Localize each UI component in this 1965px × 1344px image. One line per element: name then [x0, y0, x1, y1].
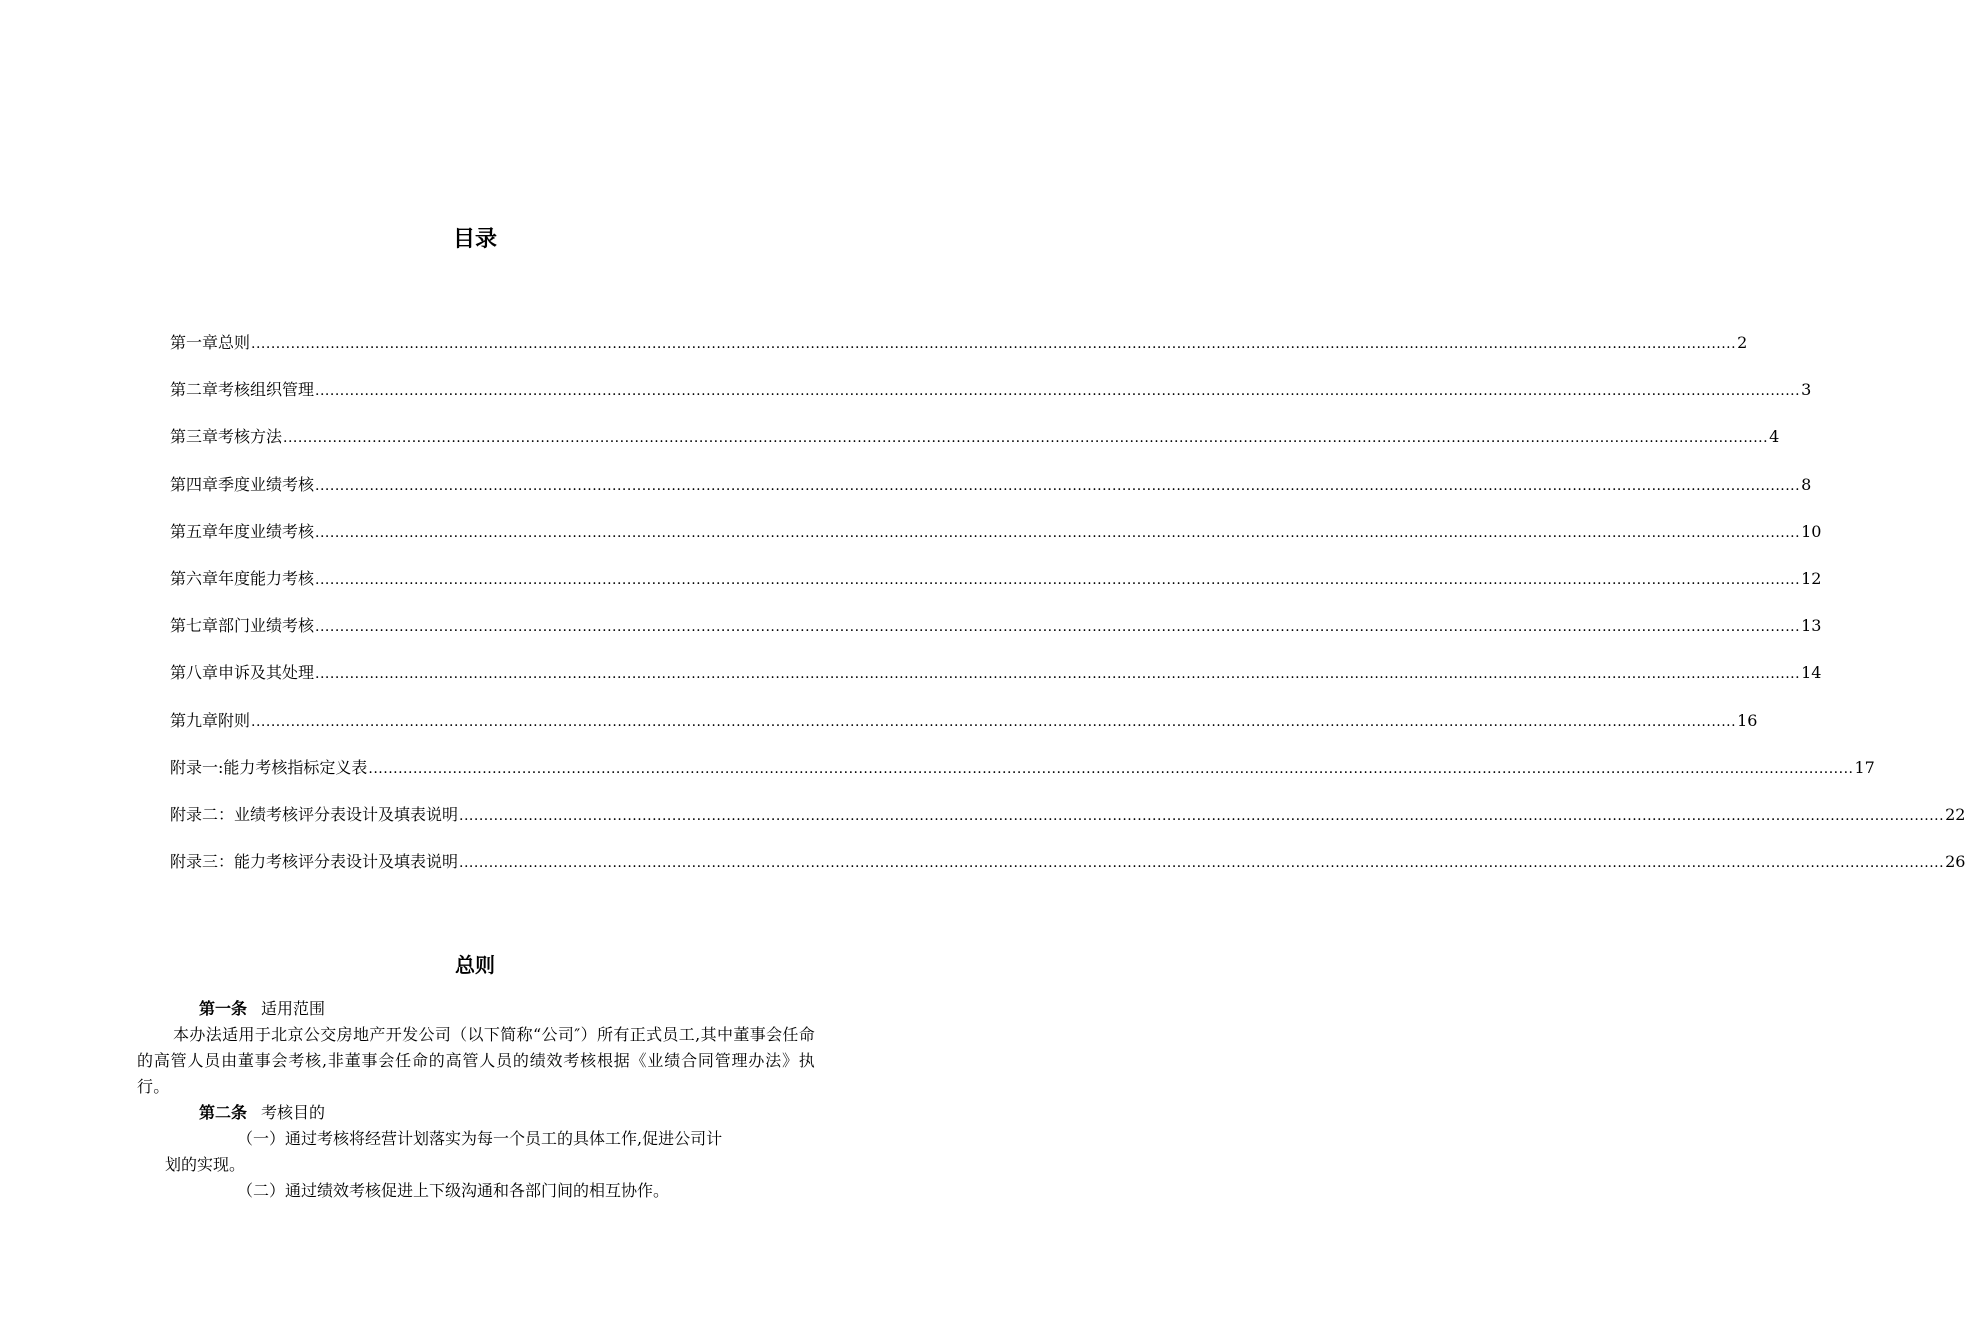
- toc-leader-dots: ............................................................................................................................................................................................................................................................................................................: [251, 336, 1737, 352]
- toc-entry-label: 第二章考核组织管理: [170, 380, 315, 400]
- toc-entry-page-number: 12: [1801, 568, 1822, 588]
- toc-entry[interactable]: [170, 658, 1822, 705]
- article-2-label: 第二条: [199, 1103, 248, 1122]
- toc-entry[interactable]: [170, 706, 1758, 753]
- item-number: （二）: [237, 1181, 286, 1200]
- toc-leader-dots: ............................................................................................................................................................................................................................................................................................................: [315, 666, 1801, 683]
- toc-title: 目录: [452, 227, 497, 252]
- item-number: （一）: [237, 1129, 286, 1148]
- toc-leader-dots: ............................................................................................................................................................................................................................................................................................................: [315, 571, 1801, 588]
- toc-entry-label: 第六章年度能力考核: [170, 568, 315, 588]
- toc-entry-page-number: 2: [1737, 333, 1748, 352]
- article-2-item-1: [137, 1126, 815, 1178]
- toc-leader-dots: ............................................................................................................................................................................................................................................................................................................: [251, 713, 1737, 730]
- toc-entry[interactable]: [170, 517, 1822, 564]
- item-text-continued: 划的实现。: [165, 1155, 246, 1174]
- toc-entry-label: 第七章部门业绩考核: [170, 616, 315, 636]
- toc-entry[interactable]: [170, 470, 1812, 517]
- toc-entry-page-number: 14: [1801, 663, 1822, 683]
- toc-entry-page-number: 16: [1737, 710, 1758, 730]
- toc-entry[interactable]: [170, 328, 1748, 375]
- toc-entry[interactable]: [170, 422, 1780, 469]
- toc-leader-dots: ............................................................................................................................................................................................................................................................................................................: [315, 619, 1801, 636]
- toc-leader-dots: ............................................................................................................................................................................................................................................................................................................: [315, 477, 1801, 494]
- article-2-item-2: [137, 1178, 815, 1204]
- toc-leader-dots: ............................................................................................................................................................................................................................................................................................................: [459, 807, 1945, 824]
- toc-entry[interactable]: [170, 753, 1875, 800]
- toc-entry-page-number: 4: [1769, 427, 1780, 447]
- toc-entry[interactable]: [170, 611, 1822, 658]
- toc-entry-page-number: 8: [1801, 474, 1812, 494]
- toc-entry[interactable]: [170, 375, 1812, 422]
- article-2-title: 考核目的: [261, 1103, 326, 1122]
- toc-leader-dots: ............................................................................................................................................................................................................................................................................................................: [459, 855, 1945, 872]
- toc-entry-label: 附录一:能力考核指标定义表: [170, 757, 368, 777]
- toc-entry-page-number: 13: [1801, 616, 1822, 636]
- toc-entry[interactable]: [170, 847, 1965, 894]
- toc-entry-page-number: 3: [1801, 380, 1812, 400]
- toc-entry-label: 第三章考核方法: [170, 427, 283, 447]
- item-text: 通过绩效考核促进上下级沟通和各部门间的相互协作。: [285, 1181, 670, 1200]
- item-text: 通过考核将经营计划落实为每一个员工的具体工作,促进公司计: [285, 1129, 723, 1148]
- chapter-body: [137, 996, 815, 1204]
- toc-entry-page-number: 10: [1801, 521, 1822, 541]
- toc-leader-dots: ............................................................................................................................................................................................................................................................................................................: [315, 383, 1801, 400]
- table-of-contents: [170, 328, 1965, 894]
- chapter-title: 总则: [455, 953, 495, 977]
- toc-leader-dots: ............................................................................................................................................................................................................................................................................................................: [283, 430, 1769, 447]
- article-1-text: 本办法适用于北京公交房地产开发公司（以下简称“公司″）所有正式员工,其中董事会任命的高管人员由董事会考核,非董事会任命的高管人员的绩效考核根据《业绩合同管理办法》执行。: [137, 1025, 815, 1096]
- toc-entry-page-number: 22: [1945, 804, 1965, 824]
- toc-leader-dots: ............................................................................................................................................................................................................................................................................................................: [368, 760, 1854, 777]
- toc-entry-label: 第五章年度业绩考核: [170, 521, 315, 541]
- toc-leader-dots: ............................................................................................................................................................................................................................................................................................................: [315, 524, 1801, 541]
- toc-entry-page-number: 26: [1945, 852, 1965, 872]
- toc-entry[interactable]: [170, 800, 1965, 847]
- toc-entry-label: 第八章申诉及其处理: [170, 663, 315, 683]
- article-2-heading: [137, 1100, 815, 1126]
- toc-entry-page-number: 17: [1854, 757, 1875, 777]
- article-1-label: 第一条: [199, 999, 248, 1018]
- toc-entry-label: 第一章总则: [170, 333, 251, 352]
- toc-entry-label: 第九章附则: [170, 710, 251, 730]
- toc-entry-label: 附录二：业绩考核评分表设计及填表说明: [170, 804, 459, 824]
- toc-entry-label: 第四章季度业绩考核: [170, 474, 315, 494]
- article-1-title: 适用范围: [261, 999, 326, 1018]
- article-1-heading: [137, 996, 815, 1022]
- toc-entry-label: 附录三：能力考核评分表设计及填表说明: [170, 852, 459, 872]
- toc-entry[interactable]: [170, 564, 1822, 611]
